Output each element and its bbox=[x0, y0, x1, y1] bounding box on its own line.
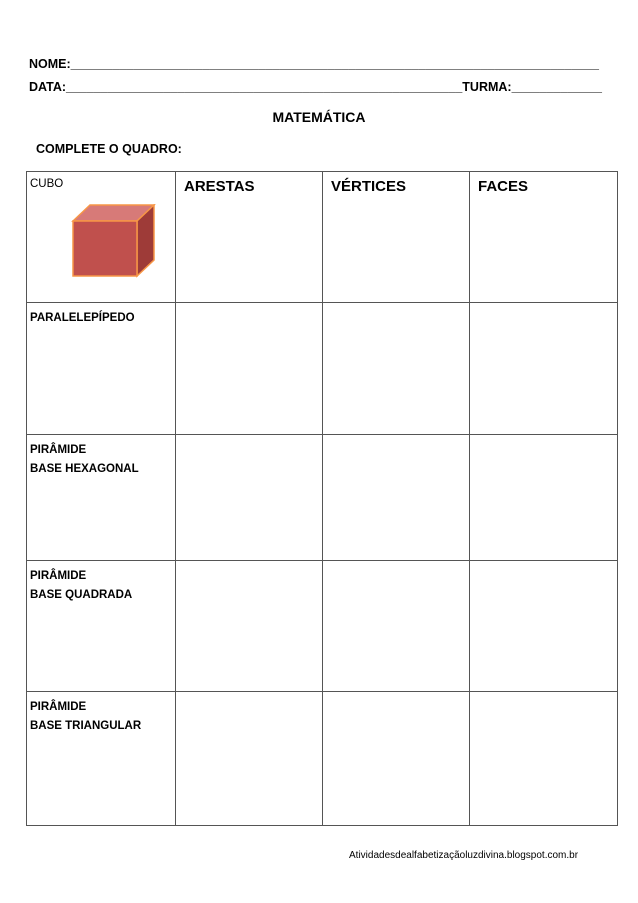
answer-cell-arestas[interactable] bbox=[176, 303, 323, 435]
row-label-paralelepipedo bbox=[27, 303, 176, 435]
date-class-field-line[interactable]: DATA:_________________________________________________________TURMA:_____________ bbox=[29, 80, 602, 94]
table-row-piramide-hexagonal bbox=[27, 435, 618, 561]
answer-cell-faces[interactable] bbox=[470, 561, 618, 692]
row-label-piramide-quadrada bbox=[27, 561, 176, 692]
answer-cell-arestas[interactable] bbox=[176, 692, 323, 826]
column-header-faces: FACES bbox=[470, 172, 618, 303]
column-header-vertices: VÉRTICES bbox=[323, 172, 470, 303]
column-header-arestas: ARESTAS bbox=[176, 172, 323, 303]
row-label-piramide-hexagonal bbox=[27, 435, 176, 561]
page-title: MATEMÁTICA bbox=[272, 109, 366, 125]
instruction-text: COMPLETE O QUADRO: bbox=[36, 142, 182, 156]
table-row-cubo bbox=[27, 172, 618, 303]
row-label-line1: PARALELEPÍPEDO bbox=[30, 312, 135, 324]
answer-cell-vertices[interactable] bbox=[323, 692, 470, 826]
answer-cell-arestas[interactable] bbox=[176, 435, 323, 561]
row-label-line2: BASE HEXAGONAL bbox=[30, 463, 139, 475]
answer-cell-faces[interactable] bbox=[470, 435, 618, 561]
row-label-line1: PIRÂMIDE bbox=[30, 444, 87, 456]
answer-cell-arestas[interactable] bbox=[176, 561, 323, 692]
row-label-line1: PIRÂMIDE bbox=[30, 701, 87, 713]
answer-cell-vertices[interactable] bbox=[323, 561, 470, 692]
solids-table bbox=[26, 171, 618, 826]
row-label-piramide-triangular bbox=[27, 692, 176, 826]
table-row-piramide-triangular bbox=[27, 692, 618, 826]
answer-cell-faces[interactable] bbox=[470, 303, 618, 435]
answer-cell-vertices[interactable] bbox=[323, 303, 470, 435]
table-row-paralelepipedo bbox=[27, 303, 618, 435]
row-label-cubo bbox=[27, 172, 176, 303]
cube-icon bbox=[68, 204, 156, 278]
footer-credit: Atividadesdealfabetizaçãoluzdivina.blogspot.com.br bbox=[349, 850, 579, 861]
table-row-piramide-quadrada bbox=[27, 561, 618, 692]
row-label-line2: BASE QUADRADA bbox=[30, 589, 133, 601]
name-field-line[interactable]: NOME:____________________________________________________________________________ bbox=[29, 57, 600, 71]
row-label-line1: PIRÂMIDE bbox=[30, 570, 87, 582]
answer-cell-faces[interactable] bbox=[470, 692, 618, 826]
row-label-line2: BASE TRIANGULAR bbox=[30, 720, 142, 732]
answer-cell-vertices[interactable] bbox=[323, 435, 470, 561]
row-label-text: CUBO bbox=[30, 178, 64, 190]
